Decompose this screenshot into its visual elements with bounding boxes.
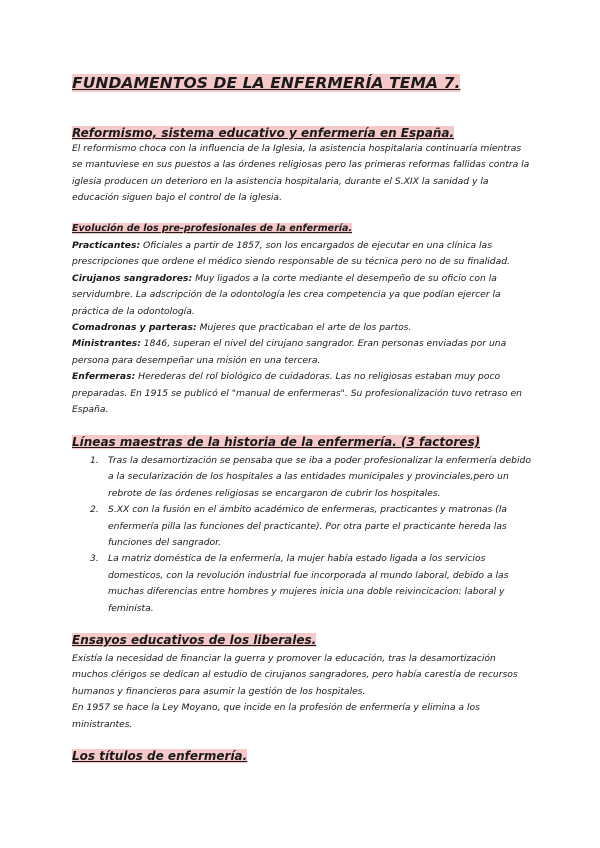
ensayos-text-2: En 1957 se hace la Ley Moyano, que incide en la profesión de enfermería y elimina a los ministrantes. xyxy=(72,702,480,730)
term-label: Practicantes: xyxy=(72,240,141,251)
heading-reformismo: Reformismo, sistema educativo y enfermería en España. xyxy=(72,126,455,140)
heading-lineas: Líneas maestras de la historia de la enfermería. (3 factores) xyxy=(72,435,481,449)
heading-evolucion: Evolución de los pre-profesionales de la enfermería. xyxy=(72,223,353,234)
list-item xyxy=(72,551,534,617)
heading-titulos: Los títulos de enfermería. xyxy=(72,749,248,763)
evolucion-item-comadronas xyxy=(72,320,534,336)
term-label: Comadronas y parteras: xyxy=(72,322,197,334)
evolucion-item-enfermeras xyxy=(72,369,534,418)
ensayos-text-1: Existía la necesidad de financiar la guerra y promover la educación, tras la desamortización muchos clérigos se dedican al estudio de cirujanos sangradores, pero había carestía de recursos humanos y financieros para asumir la gestión de los hospitales. xyxy=(72,653,518,697)
list-text: La matriz doméstica de la enfermería, la mujer había estado ligada a los servicios domesticos, con la revolución industrial fue incorporada al mundo laboral, debido a las muchas diferencias entre hombres y mujeres inicia una doble reivincicacion: laboral y feminista. xyxy=(108,553,509,614)
term-description: 1846, superan el nivel del cirujano sangrador. Eran personas enviadas por una persona para desempeñar una misión en una tercera. xyxy=(72,338,507,366)
list-item xyxy=(72,502,534,551)
page-title: FUNDAMENTOS DE LA ENFERMERÍA TEMA 7. xyxy=(72,74,461,92)
term-label: Ministrantes: xyxy=(72,338,141,350)
term-description: Herederas del rol biológico de cuidadoras. Las no religiosas estaban muy poco preparadas. En 1915 se publicó el "manual de enfermeras". Su profesionalización tuvo retraso en España. xyxy=(72,371,522,416)
list-number: 2. xyxy=(90,504,99,516)
term-description: Mujeres que practicaban el arte de los partos. xyxy=(196,322,412,334)
lineas-list xyxy=(72,453,534,617)
list-item xyxy=(72,453,534,502)
list-number: 1. xyxy=(90,455,99,466)
evolucion-item-ministrantes xyxy=(72,336,534,369)
term-description: Oficiales a partir de 1857, son los encargados de ejecutar en una clínica las prescripciones que ordene el médico siendo responsable de su técnica pero no de su finalidad. xyxy=(72,240,510,268)
paragraph-ensayos xyxy=(72,651,534,733)
heading-ensayos: Ensayos educativos de los liberales. xyxy=(72,633,317,647)
evolucion-item-cirujanos xyxy=(72,271,534,320)
list-text: Tras la desamortización se pensaba que se iba a poder profesionalizar la enfermería debido a la secularización de los hospitales a las entidades municipales y provinciales,pero un rebrote de las órdenes religiosas se encargaron de cubrir los hospitales. xyxy=(108,455,531,499)
evolucion-list xyxy=(72,238,534,418)
term-label: Enfermeras: xyxy=(72,371,136,383)
list-text: S.XX con la fusión en el ámbito académico de enfermeras, practicantes y matronas (la enfermería pilla las funciones del practicante). Por otra parte el practicante hereda las funciones del sangrador. xyxy=(108,504,508,549)
term-label: Cirujanos sangradores: xyxy=(72,272,193,284)
list-number: 3. xyxy=(90,553,99,565)
term-description: Muy ligados a la corte mediante el desempeño de su oficio con la servidumbre. La adscripción de la odontología les crea competencia ya que podían ejercer la práctica de la odontología. xyxy=(72,272,501,317)
paragraph-reformismo: El reformismo choca con la influencia de la Iglesia, la asistencia hospitalaria continuaría mientras se mantuviese en sus puestos a las órdenes religiosas pero las primeras reformas fallidas contra la iglesia producen un deterioro en la asistencia hospitalaria, durante el S.XIX la sanidad y la educación siguen bajo el control de la iglesia. xyxy=(72,143,530,204)
evolucion-item-practicantes xyxy=(72,238,534,271)
